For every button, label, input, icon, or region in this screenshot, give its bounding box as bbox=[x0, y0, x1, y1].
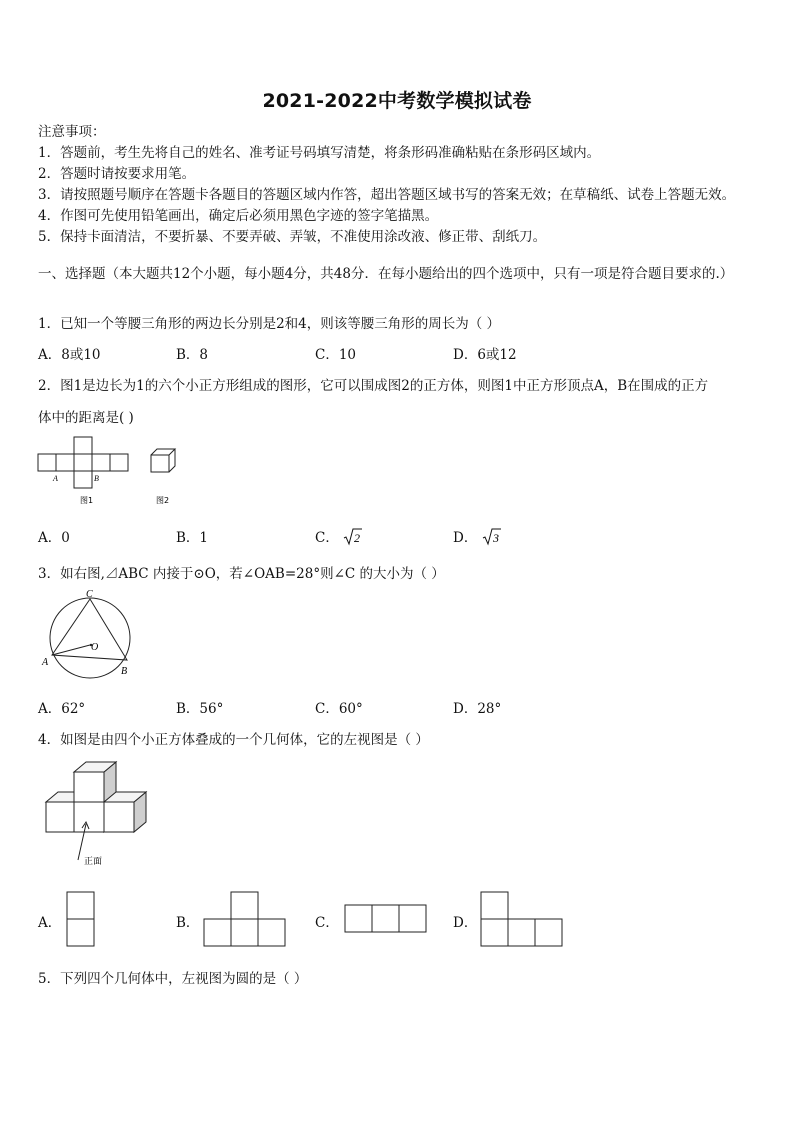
notice-item-1: 1．答题前，考生先将自己的姓名、准考证号码填写清楚，将条形码准确粘贴在条形码区域内。 bbox=[38, 145, 601, 161]
question-4-stem: 4．如图是由四个小正方体叠成的一个几何体，它的左视图是（ ） bbox=[38, 732, 429, 748]
question-3-stem: 3．如右图,⊿ABC 内接于⊙O，若∠OAB=28°则∠C 的大小为（ ） bbox=[38, 566, 445, 582]
q4-option-d: D． bbox=[453, 915, 478, 931]
q2-fig2-caption: 图2 bbox=[156, 496, 170, 505]
q2-option-d-letter: D． bbox=[453, 530, 478, 546]
question-2-stem-line1: 2．图1是边长为1的六个小正方形组成的图形，它可以围成图2的正方体，则图1中正方形顶点A，B在围成的正方 bbox=[38, 378, 709, 394]
notice-item-5: 5．保持卡面清洁，不要折暴、不要弄破、弄皱，不准使用涂改液、修正带、刮纸刀。 bbox=[38, 229, 547, 245]
notice-item-3: 3．请按照题号顺序在答题卡各题目的答题区域内作答，超出答题区域书写的答案无效；在草稿纸、试卷上答题无效。 bbox=[38, 187, 736, 203]
q3-label-o: O bbox=[91, 642, 99, 653]
q3-option-a: A．62° bbox=[38, 701, 86, 717]
q4-option-c-view bbox=[344, 904, 430, 934]
q2-label-b: B bbox=[94, 474, 99, 483]
q2-option-c-letter: C． bbox=[315, 530, 339, 546]
q4-option-a-view bbox=[66, 891, 96, 949]
q3-circle-figure bbox=[38, 588, 138, 680]
q3-label-c: C bbox=[86, 589, 93, 600]
q1-option-b: B．8 bbox=[176, 347, 209, 363]
q4-option-c: C． bbox=[315, 915, 339, 931]
q4-solid-figure bbox=[44, 760, 154, 870]
q2-figure-cube bbox=[148, 448, 188, 508]
question-1-stem: 1．已知一个等腰三角形的两边长分别是2和4，则该等腰三角形的周长为（ ） bbox=[38, 316, 501, 332]
q2-label-a: A bbox=[53, 474, 58, 483]
q4-option-d-view bbox=[480, 891, 566, 949]
q4-option-b: B． bbox=[176, 915, 200, 931]
q3-label-a: A bbox=[42, 657, 49, 668]
exam-title: 2021-2022中考数学模拟试卷 bbox=[262, 90, 532, 112]
q3-option-d: D．28° bbox=[453, 701, 502, 717]
q2-option-b: B．1 bbox=[176, 530, 209, 546]
q2-fig1-caption: 图1 bbox=[80, 496, 94, 505]
q2-figure-net bbox=[36, 436, 146, 508]
q2-option-c bbox=[315, 526, 363, 546]
q2-option-a: A．0 bbox=[38, 530, 70, 546]
q2-option-d-radicand: 3 bbox=[492, 531, 499, 545]
q3-option-c: C．60° bbox=[315, 701, 363, 717]
q1-option-a: A．8或10 bbox=[38, 347, 101, 363]
q1-option-d: D．6或12 bbox=[453, 347, 517, 363]
notice-item-4: 4．作图可先使用铅笔画出，确定后必须用黑色字迹的签字笔描黑。 bbox=[38, 208, 439, 224]
q4-option-a: A． bbox=[38, 915, 62, 931]
section-heading: 一、选择题（本大题共12个小题，每小题4分，共48分．在每小题给出的四个选项中，只有一项是符合题目要求的.） bbox=[38, 266, 734, 282]
notice-heading: 注意事项： bbox=[38, 124, 106, 140]
q2-option-c-radicand: 2 bbox=[354, 531, 361, 545]
sqrt-symbol-icon bbox=[343, 528, 363, 546]
q1-option-c: C．10 bbox=[315, 347, 357, 363]
q2-option-d bbox=[453, 526, 502, 546]
q3-label-b: B bbox=[121, 666, 128, 677]
sqrt-symbol-icon bbox=[482, 528, 502, 546]
question-2-stem-line2: 体中的距离是( ) bbox=[38, 410, 134, 426]
q4-front-label: 正面 bbox=[84, 857, 103, 867]
question-5-stem: 5．下列四个几何体中，左视图为圆的是（ ） bbox=[38, 971, 308, 987]
q4-option-b-view bbox=[203, 891, 289, 949]
q3-option-b: B．56° bbox=[176, 701, 224, 717]
notice-item-2: 2．答题时请按要求用笔。 bbox=[38, 166, 196, 182]
